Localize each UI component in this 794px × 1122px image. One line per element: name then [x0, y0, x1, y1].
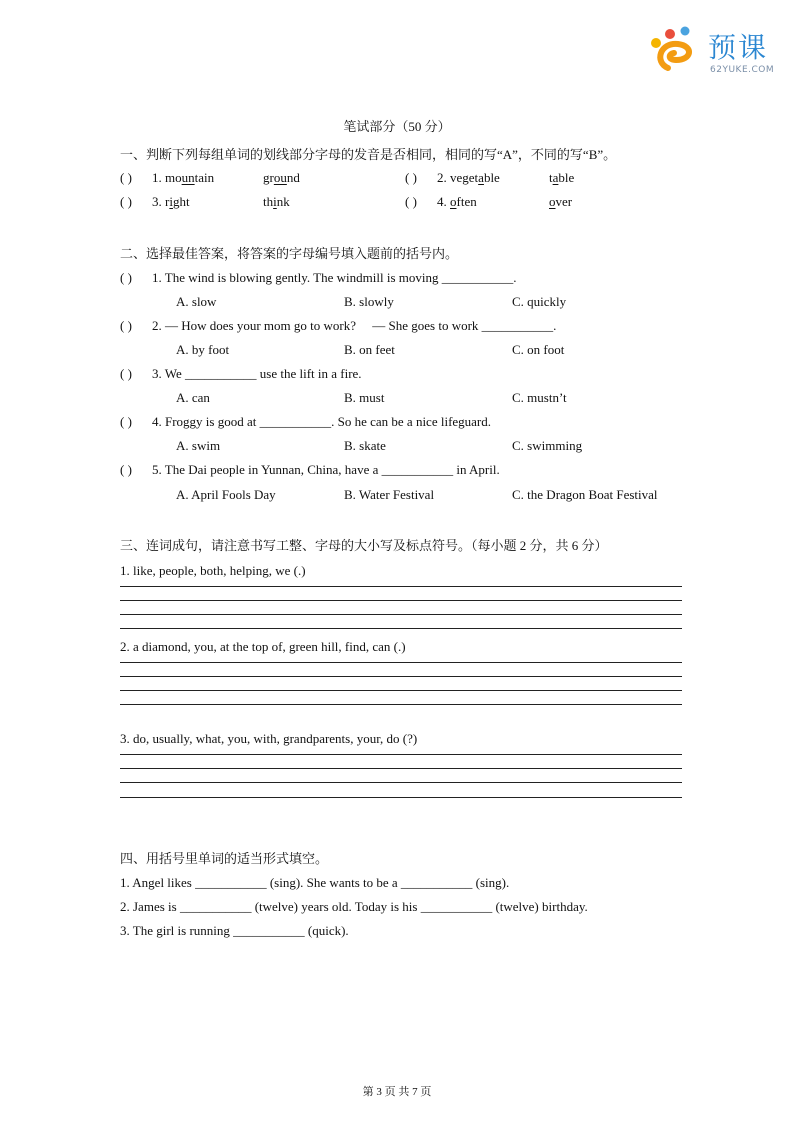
- sentence-prompt-3: 3. do, usually, what, you, with, grandparents, your, do (?): [120, 731, 418, 746]
- fill-blank-2: 2. James is ___________ (twelve) years old. Today is his ___________ (twelve) birthday.: [120, 899, 588, 914]
- mc-option-c: C. on foot: [512, 342, 565, 357]
- answer-paren[interactable]: ( ): [120, 170, 132, 185]
- page-title: 笔试部分（50 分）: [343, 119, 451, 134]
- section-1-heading: 一、判断下列每组单词的划线部分字母的发音是否相同，相同的写“A”，不同的写“B”。: [120, 147, 617, 162]
- phonics-item-4-word2: over: [549, 194, 573, 209]
- mc-question-2-paren[interactable]: ( ): [120, 318, 132, 333]
- phonics-item-2-words: 2. vegetable: [437, 170, 500, 185]
- answer-paren[interactable]: ( ): [120, 194, 132, 209]
- phonics-item-4: [405, 194, 417, 210]
- mc-option-b: B. skate: [344, 438, 386, 453]
- writing-line[interactable]: [120, 797, 682, 798]
- writing-line[interactable]: [120, 690, 682, 691]
- mc-question-2: 2. — How does your mom go to work? — She goes to work ___________.: [152, 318, 557, 333]
- phonics-item-2-word2: table: [549, 170, 575, 185]
- fill-blank-3: 3. The girl is running ___________ (quick).: [120, 923, 349, 938]
- mc-question-1: 1. The wind is blowing gently. The windmill is moving ___________.: [152, 270, 517, 285]
- mc-option-c: C. mustn’t: [512, 390, 567, 405]
- mc-question-3: 3. We ___________ use the lift in a fire.: [152, 366, 362, 381]
- answer-paren[interactable]: ( ): [405, 194, 417, 209]
- phonics-item-3-words: 3. right: [152, 194, 190, 209]
- mc-question-1-paren[interactable]: ( ): [120, 270, 132, 285]
- phonics-item-4-words: 4. often: [437, 194, 477, 209]
- writing-line[interactable]: [120, 600, 682, 601]
- writing-line[interactable]: [120, 768, 682, 769]
- logo-domain: 62YUKE.COM: [710, 65, 775, 75]
- writing-line[interactable]: [120, 586, 682, 587]
- phonics-item-1-word2: ground: [263, 170, 300, 185]
- writing-line[interactable]: [120, 676, 682, 677]
- mc-option-a: A. can: [176, 390, 210, 405]
- mc-question-5: 5. The Dai people in Yunnan, China, have a ___________ in April.: [152, 462, 500, 477]
- answer-paren[interactable]: ( ): [405, 170, 417, 185]
- mc-option-a: A. slow: [176, 294, 217, 309]
- phonics-item-3: [120, 194, 132, 210]
- mc-option-b: B. Water Festival: [344, 487, 435, 502]
- mc-option-a: A. by foot: [176, 342, 230, 357]
- mc-option-b: B. must: [344, 390, 385, 405]
- mc-option-c: C. quickly: [512, 294, 567, 309]
- sentence-prompt-1: 1. like, people, both, helping, we (.): [120, 563, 306, 578]
- logo-text: 预课: [708, 31, 769, 64]
- mc-question-3-paren[interactable]: ( ): [120, 366, 132, 381]
- mc-option-b: B. on feet: [344, 342, 395, 357]
- section-2-heading: 二、选择最佳答案，将答案的字母编号填入题前的括号内。: [120, 246, 459, 261]
- phonics-item-1: [120, 170, 132, 186]
- mc-option-a: A. April Fools Day: [176, 487, 276, 502]
- phonics-item-1-words: 1. mountain: [152, 170, 215, 185]
- mc-option-b: B. slowly: [344, 294, 394, 309]
- mc-option-c: C. the Dragon Boat Festival: [512, 487, 658, 502]
- sentence-prompt-2: 2. a diamond, you, at the top of, green hill, find, can (.): [120, 639, 406, 654]
- section-3-heading: 三、连词成句，请注意书写工整、字母的大小写及标点符号。（每小题 2 分，共 6 分）: [120, 538, 608, 553]
- mc-question-5-paren[interactable]: ( ): [120, 462, 132, 477]
- writing-line[interactable]: [120, 754, 682, 755]
- writing-line[interactable]: [120, 628, 682, 629]
- phonics-item-2: [405, 170, 417, 186]
- mc-question-4: 4. Froggy is good at ___________. So he can be a nice lifeguard.: [152, 414, 492, 429]
- mc-option-c: C. swimming: [512, 438, 583, 453]
- writing-line[interactable]: [120, 782, 682, 783]
- mc-question-4-paren[interactable]: ( ): [120, 414, 132, 429]
- fill-blank-1: 1. Angel likes ___________ (sing). She wants to be a ___________ (sing).: [120, 875, 510, 890]
- writing-line[interactable]: [120, 704, 682, 705]
- mc-option-a: A. swim: [176, 438, 221, 453]
- writing-line[interactable]: [120, 662, 682, 663]
- writing-line[interactable]: [120, 614, 682, 615]
- phonics-item-3-word2: think: [263, 194, 290, 209]
- section-4-heading: 四、用括号里单词的适当形式填空。: [120, 851, 329, 866]
- page-number: 第 3 页 共 7 页: [362, 1086, 432, 1098]
